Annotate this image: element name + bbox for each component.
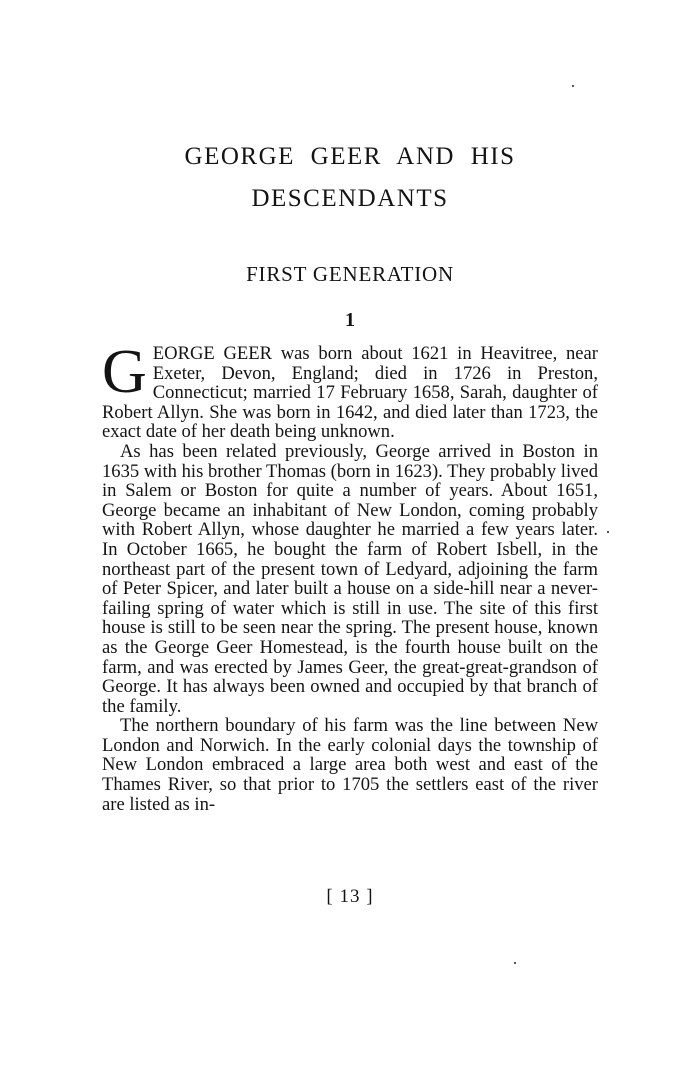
scan-speck xyxy=(572,85,574,87)
scan-speck xyxy=(607,531,609,533)
page-number: [ 13 ] xyxy=(326,886,374,907)
chapter-title-line-1: GEORGE GEER AND HIS xyxy=(184,143,516,170)
paragraph-1-text: EORGE GEER was born about 1621 in Heavitree, near Exeter, Devon, England; died in 1726 in Preston, Connecticut; married 17 February 1658, Sarah, daughter of Robert Allyn. She was born in 1642, and died later than 1723, the exact date of her death being unknown. xyxy=(102,343,598,443)
drop-cap: G xyxy=(102,338,147,406)
paragraph-1 xyxy=(102,338,598,443)
paragraph-3: The northern boundary of his farm was the line between New London and Norwich. In the early colonial days the township of New London embraced a large area both west and east of the Thames River, so that prior to 1705 the settlers east of the river are listed as in- xyxy=(102,715,598,815)
body-text xyxy=(102,338,598,815)
paragraph-2: As has been related previously, George arrived in Boston in 1635 with his brother Thomas (born in 1623). They probably lived in Salem or Boston for quite a number of years. About 1651, George became an inhabitant of New London, coming probably with Robert Allyn, whose daughter he married a few years later. In October 1665, he bought the farm of Robert Isbell, in the northeast part of the present town of Ledyard, adjoining the farm of Peter Spicer, and later built a house on a side-hill near a never-failing spring of water which is still in use. The site of this first house is still to be seen near the spring. The present house, known as the George Geer Homestead, is the fourth house built on the farm, and was erected by James Geer, the great-great-grandson of George. It has always been owned and occupied by that branch of the family. xyxy=(102,440,598,717)
chapter-title-line-2: DESCENDANTS xyxy=(251,185,449,212)
scan-speck xyxy=(514,962,516,964)
chapter-title xyxy=(0,136,700,220)
section-heading: FIRST GENERATION xyxy=(246,262,454,286)
entry-number: 1 xyxy=(345,309,355,331)
